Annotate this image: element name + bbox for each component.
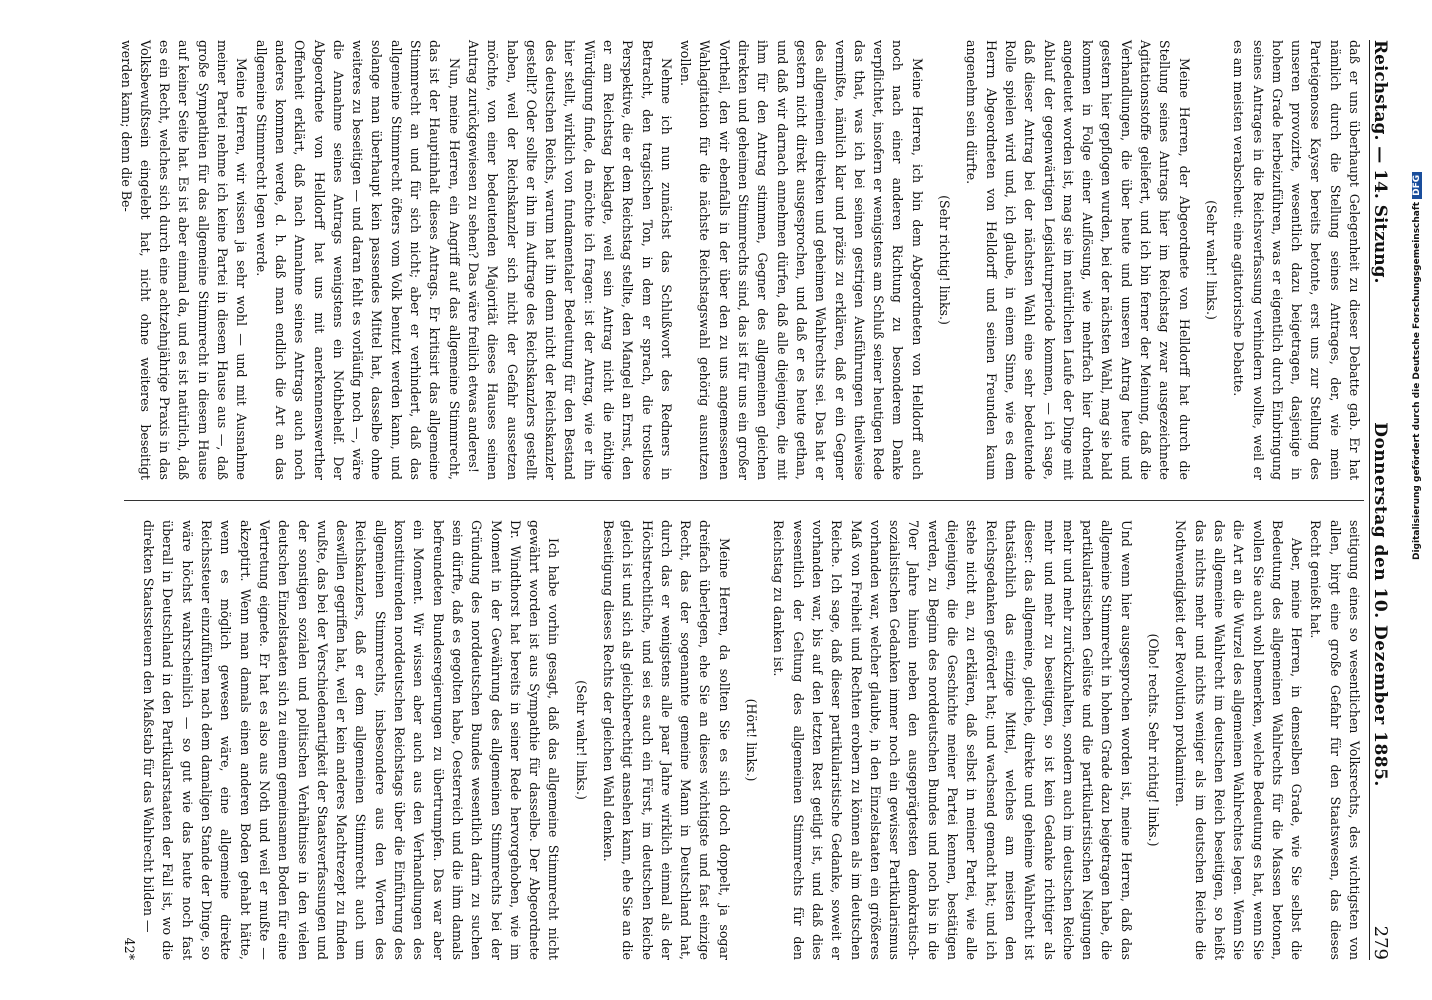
header-session-title: Reichstag. — 14. Sitzung.: [1370, 40, 1390, 284]
paragraph: Meine Herren, da sollten Sie es sich doch doppelt, ja sogar dreifach überlegen, ehe Sie an dieses wichtigste und fast einzige Recht, das der sogenannte gemeine Mann in Deutschland hat, durch das er wenigstens alle paar Jahre wirklich einmal als der Höchstrechtliche, und sei es auch ein Fürst, im deutschen Reiche gleich ist und sich als gleichberechtigt ansehen kann, ehe Sie an die Beseitigung dieses Rechts der gleichen Wahl denken.: [601, 520, 732, 960]
text-column-right: [120, 520, 1364, 960]
text-column-left: [116, 40, 1364, 480]
paragraph: seitigung eines so wesentlichen Volksrechts, des wichtigsten von allen, birgt eine große Gefahr für den Staatswesen, das dieses Recht genießt hat.: [1308, 520, 1362, 960]
paragraph: daß er uns überhaupt Gelegenheit zu dieser Debatte gab. Er hat nämlich durch die Stellung seines Antrages, der, wie mein Parteigenosse Kayser bereits betonte, erst uns zur Stellung des unseren provozirte, wesentlich dazu beigetragen, dasjenige in hohem Grade herbeizuführen, was er eigentlich durch Einbringung seines Antrages in die Reichsverfassung verhindern wollte, weil er es am meisten verabscheut: eine agitatorische Debatte.: [1231, 40, 1362, 480]
rotated-page-content: [16, 0, 1412, 1000]
paragraph: Aber, meine Herren, in demselben Grade, wie Sie selbst die Bedeutung des allgemeinen Wahlrechts für die Massen betonen, wollen Sie auch wohl bemerken, welche Bedeutung es hat, wenn Sie die Art an die Wurzel des allgemeinen Wahlrechtes legen. Wenn Sie das allgemeine Wahlrecht im deutschen Reich beseitigen, so heißt das nichts mehr und nichts weniger als im deutschen Reiche die Nothwendigkeit der Revolution proklamiren.: [1173, 520, 1305, 960]
header-date: Donnerstag den 10. Dezember 1885.: [1370, 422, 1390, 787]
paragraph: Nun, meine Herren, ein Angriff auf das allgemeine Stimmrecht, das ist der Hauptinhalt dieses Antrags. Er kritisirt das allgemeine Stimmrecht an und für sich nicht; aber er verhindert, daß das allgemeine Stimmrecht öfters vom Volk benutzt werden kann, und solange man überhaupt kein passendes Mittel hat, dasselbe ohne weiteres zu beseitigen — und daran fehlt es vorläufig noch —, wäre die Annahme seines Antrags wenigstens ein Nothbehelf. Der Abgeordnete von Helldorff hat uns mit anerkennenswerther Offenheit erklärt, daß nach Annahme seines Antrags auch noch anderes kommen werde, d. h. daß man endlich die Art an das allgemeine Stimmrecht legen werde.: [253, 40, 462, 480]
page-header: [1369, 40, 1404, 960]
dfg-logo: DFG: [1412, 172, 1422, 199]
signature-mark: 42*: [121, 937, 137, 960]
paragraph: Meine Herren, der Abgeordnete von Helldorff hat durch die Stellung seines Antrags hier im Reichstag zwar ausgezeichnete Agitationsstoffe geliefert, und ich bin ferner der Meinung, daß die Verhandlungen, die über heute und unseren Antrag heute und gestern hier gepflogen wurden, bei der nächsten Wahl, mag sie bald kommen in Folge einer Auflösung, wie mehrfach hier drohend angedeutet worden ist, mag sie im natürlichen Laufe der Dinge mit Ablauf der gegenwärtigen Legislaturperiode kommen, — ich sage, daß dieser Antrag bei der nächsten Wahl eine sehr bedeutende Rolle spielen wird und, ich glaube, in einem Sinne, wie es dem Herrn Abgeordneten von Helldorff und seinen Freunden kaum angenehm sein dürfte.: [964, 40, 1192, 480]
paragraph: Und wenn hier ausgesprochen worden ist, meine Herren, daß das allgemeine Stimmrecht in hohem Grade dazu beigetragen habe, die partikularistischen Gelüste und die partikularistischen Neigungen mehr und mehr zurückzuhalten, sondern auch im deutschen Reiche mehr und mehr zu beseitigen, so ist kein Gedanke richtiger als dieser: das allgemeine, gleiche, direkte und geheime Wahlrecht ist thatsächlich das einzige Mittel, welches am meisten den Reichsgedanken gefördert hat; und wachsend gemacht hat; und ich stehe nicht an, zu erklären, daß selbst in meiner Partei, wie alle diejenigen, die die Geschichte meiner Partei kennen, bestätigen werden, zu Beginn des norddeutschen Bundes und noch bis in die 70er Jahre hinein neben den ausgeprägtesten demokratisch-sozialistischen Gedanken immer noch ein gewisser Partikularismus vorhanden war, welcher glaubte, in den Einzelstaaten ein größeres Maß von Freiheit und Rechten erobern zu können als im deutschen Reiche. Ich sage, daß dieser partikularistische Gedanke, soweit er vorhanden war, bis auf den letzten Rest getilgt ist, und daß dies wesentlich der Geltung des allgemeinen Stimmrechts für den Reichstag zu danken ist.: [771, 520, 1134, 960]
paragraph: Meine Herren, wir wissen ja sehr wohl — und mit Ausnahme meiner Partei nehme ich keine Partei in diesem Hause aus —, daß große Sympathien für das allgemeine Stimmrecht in diesem Hause auf keiner Seite hat. Es ist aber einmal da, und es ist natürlich, daß es ein Recht, welches sich durch eine achtzehnjährige Praxis in das Volksbewußtsein eingelebt hat, nicht ohne weiteres beseitigt werden kann; denn die Be-: [118, 40, 250, 480]
interjection-remark: (Sehr wahr! links.): [573, 680, 589, 800]
paragraph: Meine Herren, ich bin dem Abgeordneten von Helldorff auch noch nach einer anderen Richtung zu besonderem Danke verpflichtet, insofern er wenigstens am Schluß seiner heutigen Rede das that, was ich bei seinen gestrigen Ausführungen theilweise vermißte, nämlich klar und präzis zu erklären, daß er ein Gegner des allgemeinen direkten und geheimen Wahlrechts sei. Das hat er gestern nicht direkt ausgesprochen, und daß er es heute gethan, und daß wir darnach annehmen dürfen, daß alle diejenigen, die mit ihm für den Antrag stimmen, Gegner des allgemeinen gleichen direkten und geheimen Stimmrechts sind, das ist für uns ein großer Vortheil, den wir ebenfalls in der über den zu uns angemessenen Wahlagitation für die nächste Reichstagswahl gehörig ausnutzen wollen.: [678, 40, 925, 480]
paragraph: Nehme ich nun zunächst das Schlußwort des Redners in Betracht, den tragischen Ton, in dem er sprach, die trostlose Perspektive, die er dem Reichstag stellte, den Mangel an Ernst, den er am Reichstag beklagte, weil sein Antrag nicht die nöthige Würdigung finde, da möchte ich fragen: ist der Antrag, wie er ihn hier stellt, wirklich von fundamentaler Bedeutung für den Bestand des deutschen Reichs, warum hat ihn denn nicht der Reichskanzler gestellt? Oder sollte er ihn im Auftrage des Reichskanzlers gestellt haben, weil der Reichskanzler sich nicht der Gefahr aussetzen möchte, von einer bedeutenden Majorität dieses Hauses seinen Antrag zurückgewiesen zu sehen? Das wäre freilich etwas anderes!: [465, 40, 674, 480]
interjection-remark: (Sehr wahr! links.): [1203, 200, 1219, 320]
column-divider: [124, 500, 1364, 501]
page-number: 279: [1370, 925, 1391, 960]
interjection-remark: (Sehr richtig! links.): [937, 195, 953, 325]
interjection-remark: (Hört! links.): [744, 698, 760, 782]
paragraph: Ich habe vorhin gesagt, daß das allgemeine Stimmrecht nicht gewährt worden ist aus Sympathie für dasselbe. Der Abgeordnete Dr. Windthorst hat bereits in seiner Rede hervorgehoben, wie im Moment in der Gewährung des allgemeinen Stimmrechts bei der Gründung des norddeutschen Bundes wesentlich darin zu suchen sein dürfte, daß es gegolten habe, Oesterreich und die ihm damals befreundeten Bundesregierungen zu übertrumpfen. Das war aber ein Moment. Wir wissen aber auch aus den Verhandlungen des konstituirenden norddeutschen Reichstags über die Einführung des allgemeinen Stimmrechts, insbesondere aus den Worten des Reichskanzlers, daß er dem allgemeinen Stimmrecht auch um deswillen gegriffen hat, weil er kein anderes Machtrezept zu finden wußte, das bei der Verschiedenartigkeit der Staatsverfassungen und der sonstigen sozialen und politischen Verhältnisse in den vielen deutschen Einzelstaaten sich zu einem gemeinsamen Boden für eine Vertretung eignete. Er hat es also aus Noth und weil er mußte — akzeptirt. Wenn man damals einen anderen Boden gehabt hätte, wenn es möglich gewesen wäre, eine allgemeine direkte Reichssteuer einzuführen nach dem damaligen Stande der Dinge, so wäre höchst wahrscheinlich — so gut wie das heute noch fast überall in Deutschland in den Partikularstaaten der Fall ist, wo die direkten Staatssteuern den Maßstab für das Wahlrecht bilden —: [141, 520, 562, 960]
interjection-remark: (Oho! rechts. Sehr richtig! links.): [1146, 633, 1162, 847]
digitization-credit-text: Digitalisierung gefördert durch die Deutsche Forschungsgemeinschaft: [1412, 201, 1422, 560]
digitization-credit: [1412, 172, 1422, 560]
